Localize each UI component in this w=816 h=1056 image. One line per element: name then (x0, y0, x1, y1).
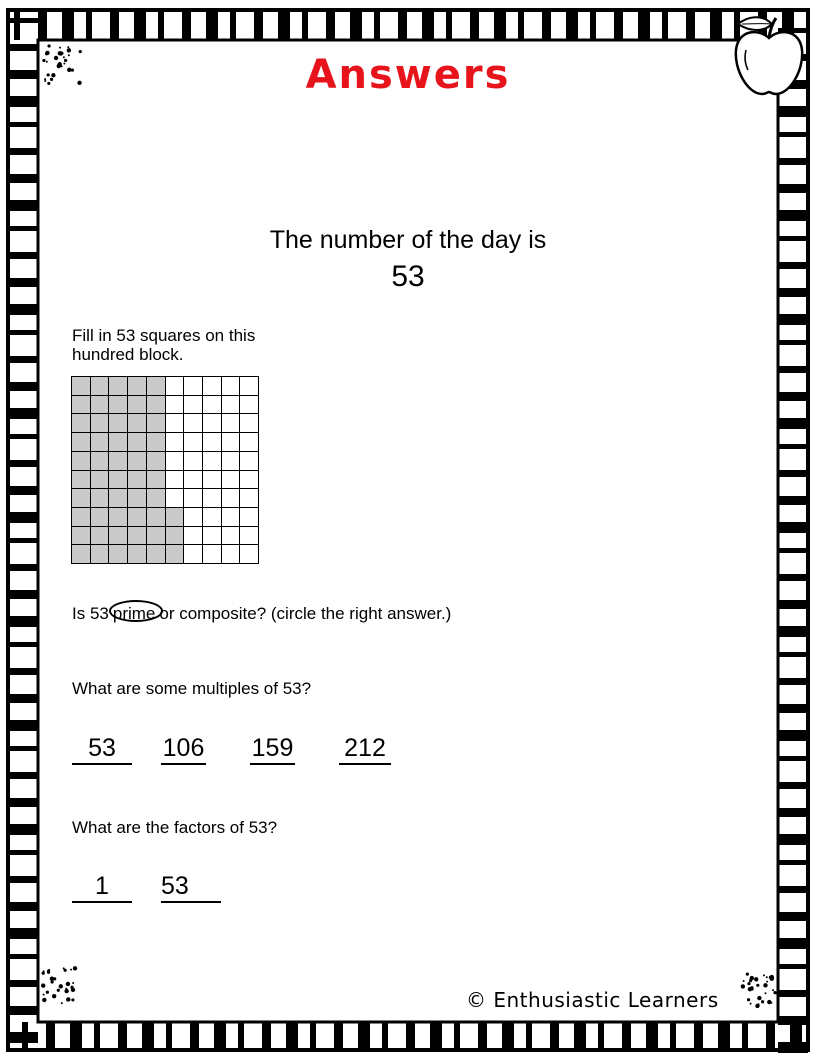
grid-cell-filled (109, 489, 128, 508)
grid-cell-filled (109, 433, 128, 452)
grid-cell (166, 452, 185, 471)
grid-cell (240, 508, 259, 527)
grid-cell (222, 471, 241, 490)
grid-cell-filled (147, 508, 166, 527)
grid-cell (166, 489, 185, 508)
grid-cell (203, 471, 222, 490)
grid-cell (203, 396, 222, 415)
multiple-answer: 53 (72, 733, 132, 765)
headline: The number of the day is (269, 226, 547, 254)
prime-question (72, 604, 451, 623)
grid-cell-filled (147, 377, 166, 396)
grid-cell (240, 489, 259, 508)
grid-cell (184, 452, 203, 471)
grid-cell-filled (147, 489, 166, 508)
grid-cell-filled (109, 377, 128, 396)
grid-cell (222, 396, 241, 415)
grid-cell (240, 433, 259, 452)
grid-cell (166, 414, 185, 433)
grid-cell-filled (91, 489, 110, 508)
grid-cell-filled (109, 471, 128, 490)
grid-cell-filled (91, 433, 110, 452)
grid-cell-filled (72, 414, 91, 433)
grid-cell-filled (109, 414, 128, 433)
grid-cell (184, 489, 203, 508)
grid-cell-filled (91, 508, 110, 527)
grid-cell-filled (72, 433, 91, 452)
multiples-question: What are some multiples of 53? (72, 679, 312, 698)
grid-cell (166, 471, 185, 490)
grid-cell-filled (109, 396, 128, 415)
grid-cell-filled (109, 527, 128, 546)
grid-cell-filled (91, 452, 110, 471)
grid-cell-filled (166, 545, 185, 564)
grid-cell-filled (147, 433, 166, 452)
grid-cell-filled (147, 396, 166, 415)
prime-question-part1: Is 53 (72, 604, 109, 623)
grid-cell-filled (91, 377, 110, 396)
grid-cell-filled (72, 508, 91, 527)
grid-cell (184, 545, 203, 564)
grid-cell-filled (72, 545, 91, 564)
grid-cell (203, 508, 222, 527)
grid-cell-filled (128, 396, 147, 415)
grid-cell (184, 414, 203, 433)
grid-cell (184, 508, 203, 527)
prime-question-part3: (circle the right answer.) (270, 604, 452, 623)
grid-cell (203, 377, 222, 396)
grid-cell-filled (72, 489, 91, 508)
grid-cell-filled (72, 471, 91, 490)
grid-cell (203, 545, 222, 564)
grid-cell (203, 527, 222, 546)
grid-cell (240, 377, 259, 396)
grid-cell-filled (72, 452, 91, 471)
grid-cell-filled (128, 377, 147, 396)
grid-cell-filled (147, 471, 166, 490)
grid-cell-filled (109, 452, 128, 471)
grid-cell-filled (128, 433, 147, 452)
grid-cell (184, 433, 203, 452)
grid-cell (184, 377, 203, 396)
number-of-day: 53 (391, 260, 425, 293)
grid-cell (222, 545, 241, 564)
grid-cell-filled (128, 508, 147, 527)
grid-cell (240, 527, 259, 546)
prime-question-part2: or composite? (159, 604, 267, 623)
grid-cell-filled (147, 452, 166, 471)
grid-cell (166, 433, 185, 452)
fill-prompt: Fill in 53 squares on this hundred block. (72, 326, 256, 364)
copyright: © Enthusiastic Learners (466, 988, 719, 1012)
grid-cell (203, 433, 222, 452)
grid-cell (203, 414, 222, 433)
multiple-answer: 106 (161, 733, 206, 765)
grid-cell (222, 433, 241, 452)
grid-cell-filled (91, 545, 110, 564)
grid-cell-filled (147, 545, 166, 564)
grid-cell (222, 508, 241, 527)
grid-cell (240, 396, 259, 415)
grid-cell-filled (91, 471, 110, 490)
page-title: Answers (305, 52, 511, 98)
grid-cell-filled (91, 527, 110, 546)
grid-cell-filled (128, 452, 147, 471)
grid-cell-filled (147, 527, 166, 546)
grid-cell-filled (91, 414, 110, 433)
grid-cell (184, 527, 203, 546)
grid-cell (240, 545, 259, 564)
grid-cell-filled (72, 396, 91, 415)
grid-cell (166, 377, 185, 396)
grid-cell-filled (128, 489, 147, 508)
prime-option (113, 604, 156, 623)
grid-cell (203, 489, 222, 508)
grid-cell-filled (72, 527, 91, 546)
grid-cell-filled (147, 414, 166, 433)
grid-cell-filled (109, 508, 128, 527)
grid-cell-filled (128, 471, 147, 490)
grid-cell (222, 414, 241, 433)
grid-cell-filled (128, 545, 147, 564)
grid-cell (222, 527, 241, 546)
grid-cell-filled (72, 377, 91, 396)
grid-cell (184, 471, 203, 490)
factor-answer: 53 (161, 871, 221, 903)
grid-cell (240, 471, 259, 490)
grid-cell (222, 452, 241, 471)
factors-question: What are the factors of 53? (72, 818, 278, 837)
grid-cell-filled (166, 508, 185, 527)
grid-cell (203, 452, 222, 471)
multiple-answer: 212 (339, 733, 391, 765)
prime-option-label: prime (112, 604, 156, 623)
grid-cell (222, 489, 241, 508)
grid-cell-filled (128, 414, 147, 433)
grid-cell (166, 396, 185, 415)
factor-answer: 1 (72, 871, 132, 903)
answer-circle (109, 600, 163, 622)
hundred-block (71, 376, 259, 564)
grid-cell (184, 396, 203, 415)
grid-cell (222, 377, 241, 396)
grid-cell-filled (109, 545, 128, 564)
grid-cell (240, 452, 259, 471)
grid-cell-filled (166, 527, 185, 546)
multiple-answer: 159 (250, 733, 295, 765)
grid-cell (240, 414, 259, 433)
grid-cell-filled (91, 396, 110, 415)
grid-cell-filled (128, 527, 147, 546)
